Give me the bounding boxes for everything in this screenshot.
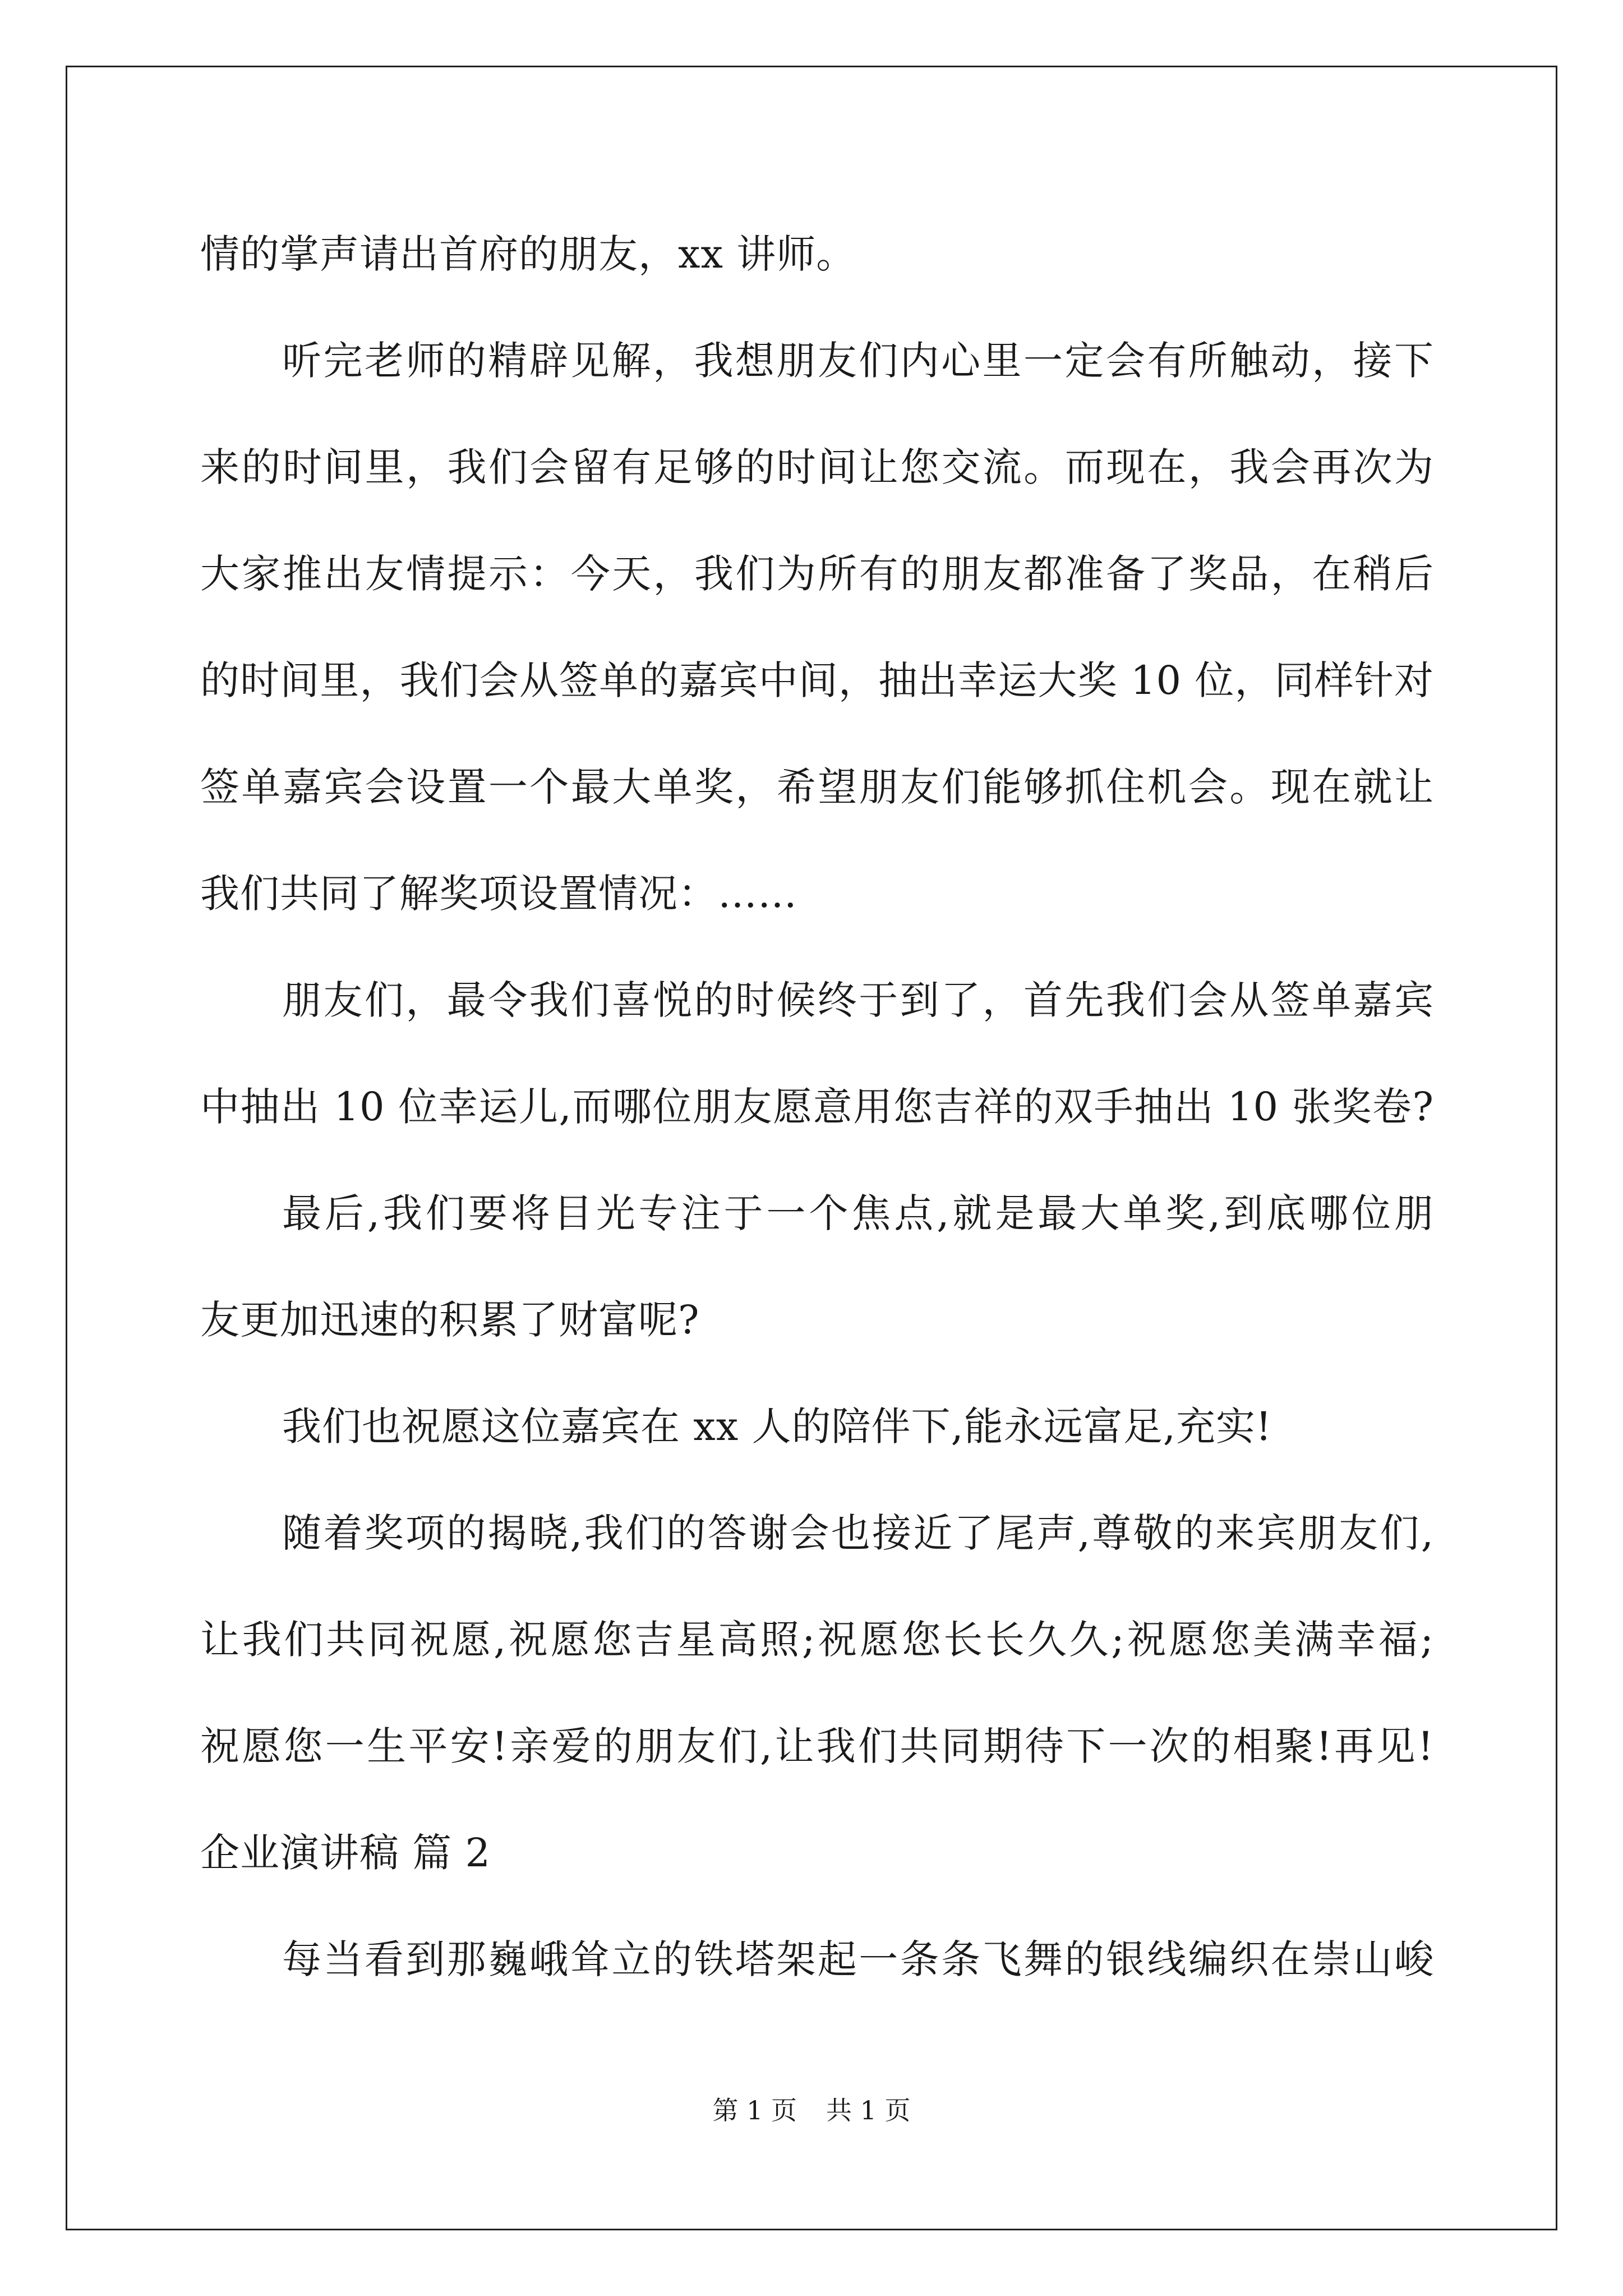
text-line: 朋友们，最令我们喜悦的时候终于到了，首先我们会从签单嘉宾 [282, 977, 1434, 1023]
text-line: 祝愿您一生平安!亲爱的朋友们,让我们共同期待下一次的相聚!再见! [200, 1723, 1434, 1769]
document-body [200, 201, 1434, 2013]
text-line: 最后,我们要将目光专注于一个焦点,就是最大单奖,到底哪位朋 [282, 1190, 1434, 1236]
text-line: 让我们共同祝愿,祝愿您吉星高照;祝愿您长长久久;祝愿您美满幸福; [200, 1617, 1434, 1663]
text-line: 中抽出 10 位幸运儿,而哪位朋友愿意用您吉祥的双手抽出 10 张奖卷? [200, 1084, 1434, 1130]
page-total: 共 1 页 [826, 2095, 911, 2125]
text-line: 的时间里，我们会从签单的嘉宾中间，抽出幸运大奖 10 位，同样针对 [200, 657, 1434, 703]
page-number: 第 1 页 [712, 2095, 797, 2125]
text-line: 我们也祝愿这位嘉宾在 xx 人的陪伴下,能永远富足,充实! [282, 1404, 1272, 1450]
text-line: 来的时间里，我们会留有足够的时间让您交流。而现在，我会再次为 [200, 444, 1434, 490]
text-line: 随着奖项的揭晓,我们的答谢会也接近了尾声,尊敬的来宾朋友们, [282, 1510, 1434, 1556]
section-heading: 企业演讲稿 篇 2 [200, 1830, 491, 1876]
text-line: 听完老师的精辟见解，我想朋友们内心里一定会有所触动，接下 [282, 338, 1434, 384]
text-line: 签单嘉宾会设置一个最大单奖，希望朋友们能够抓住机会。现在就让 [200, 764, 1434, 810]
page-footer [0, 2093, 1623, 2127]
text-line: 友更加迅速的积累了财富呢? [200, 1297, 700, 1343]
text-line: 我们共同了解奖项设置情况：…… [200, 871, 797, 917]
text-line: 大家推出友情提示：今天，我们为所有的朋友都准备了奖品，在稍后 [200, 551, 1434, 597]
text-line: 情的掌声请出首府的朋友，xx 讲师。 [200, 231, 856, 277]
text-line: 每当看到那巍峨耸立的铁塔架起一条条飞舞的银线编织在崇山峻 [282, 1936, 1434, 1982]
